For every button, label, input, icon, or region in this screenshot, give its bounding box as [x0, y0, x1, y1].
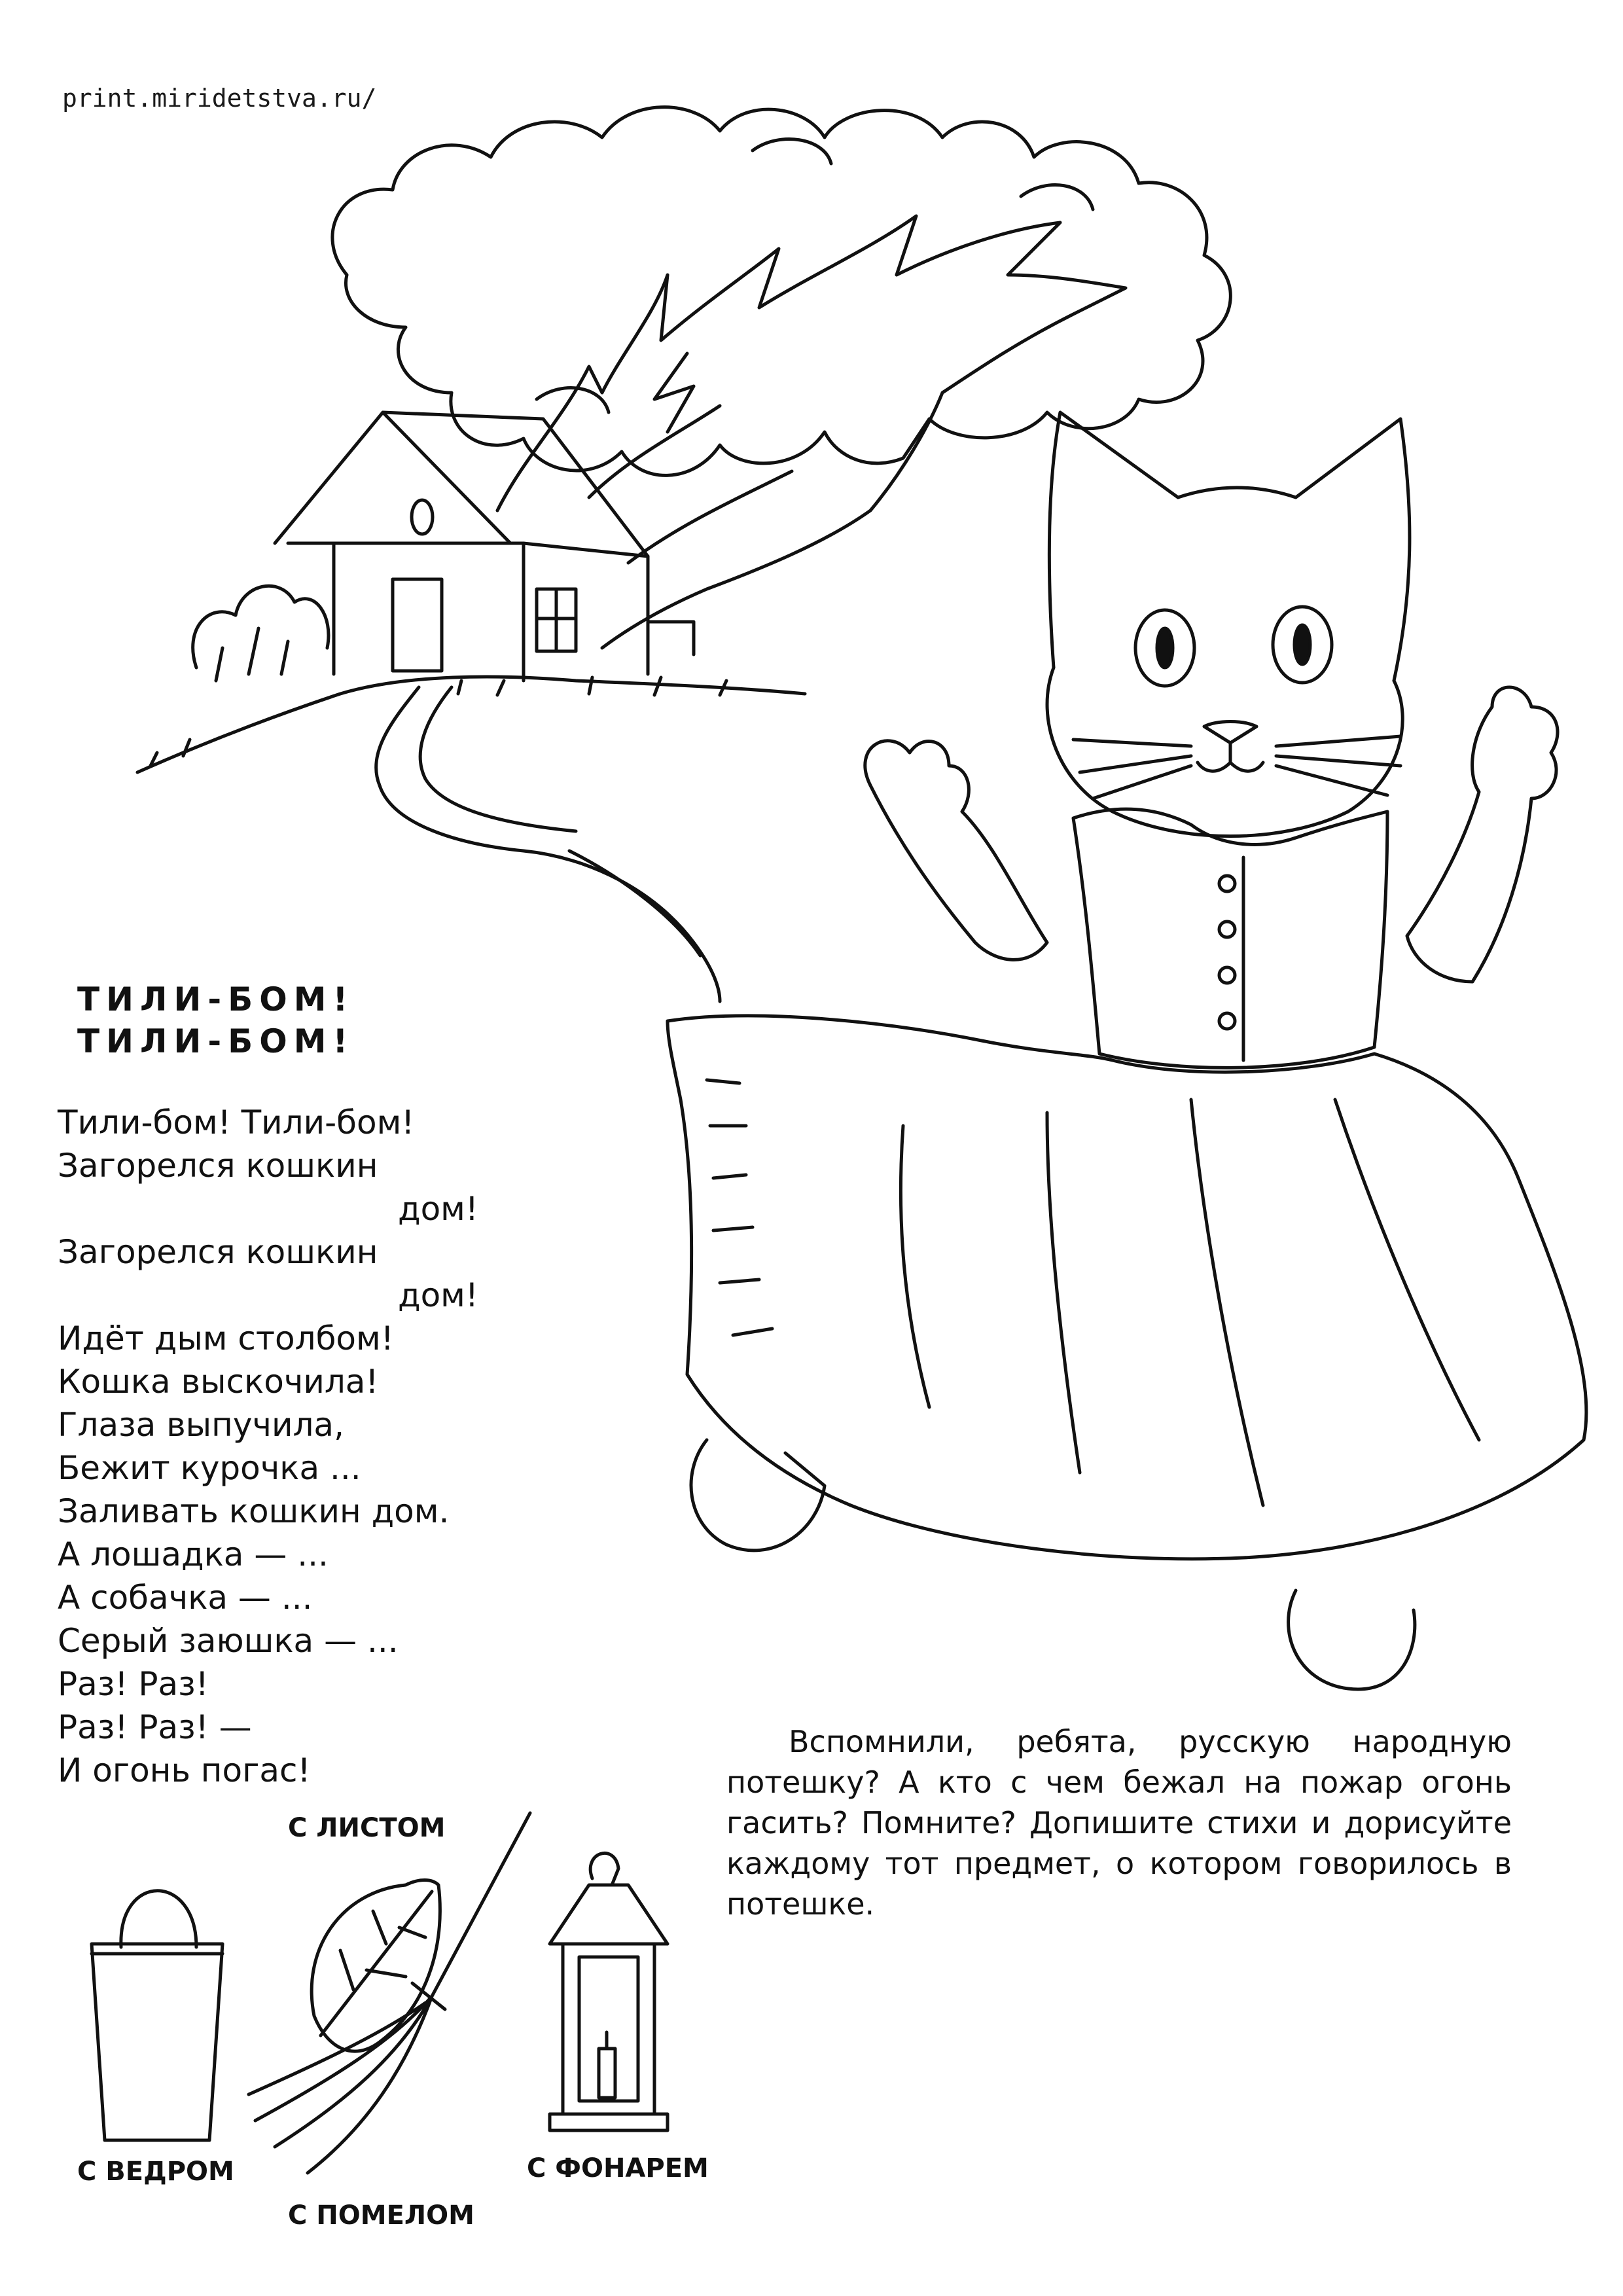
poem-line: Серый заюшка — ...	[58, 1622, 399, 1660]
poem-line: Идёт дым столбом!	[58, 1319, 394, 1357]
poem-line: Глаза выпучила,	[58, 1406, 344, 1444]
landscape	[137, 586, 805, 1001]
poem-title-line: ТИЛИ-БОМ!	[77, 980, 355, 1018]
poem-line: Загорелся кошкин	[58, 1233, 378, 1271]
poem-line: А собачка — ...	[58, 1579, 313, 1617]
cat-dress	[668, 809, 1586, 1559]
source-url: print.miridetstva.ru/	[62, 84, 377, 113]
poem-line: Бежит курочка ...	[58, 1449, 361, 1487]
caption-broom: С ПОМЕЛОМ	[288, 2200, 474, 2231]
cat-head	[1047, 412, 1410, 836]
poem-line: Тили-бом! Тили-бом!	[58, 1103, 415, 1141]
poem-line: А лошадка — ...	[58, 1535, 329, 1573]
poem-line: Кошка выскочила!	[58, 1363, 379, 1401]
task-text: Вспомнили, ребята, русскую народную потешку? А кто с чем бежал на пожар огонь гасить? Помните? Допишите стихи и дорисуйте каждому тот предмет, о котором говорилось в потешке.	[726, 1724, 1512, 1922]
flames	[497, 216, 1126, 648]
poem-line: дом!	[398, 1190, 478, 1228]
caption-bucket: С ВЕДРОМ	[77, 2157, 234, 2187]
poem-line: Раз! Раз!	[58, 1665, 209, 1703]
poem-line: Заливать кошкин дом.	[58, 1492, 450, 1530]
lantern-icon	[550, 1853, 668, 2130]
poem-title-line: ТИЛИ-БОМ!	[77, 1022, 355, 1060]
cat-feet	[691, 1440, 1415, 1689]
bucket-icon	[92, 1891, 223, 2140]
poem-line: Раз! Раз! —	[58, 1708, 252, 1746]
caption-leaf: С ЛИСТОМ	[288, 1813, 446, 1843]
poem-text	[58, 1101, 478, 1792]
smoke-cloud	[332, 107, 1230, 476]
poem-title	[77, 978, 354, 1062]
poem-line: И огонь погас!	[58, 1751, 311, 1789]
broom-icon	[249, 1813, 530, 2173]
poem-line: Загорелся кошкин	[58, 1147, 378, 1185]
caption-lantern: С ФОНАРЕМ	[527, 2153, 709, 2183]
poem-line: дом!	[398, 1276, 478, 1314]
house	[275, 412, 694, 681]
